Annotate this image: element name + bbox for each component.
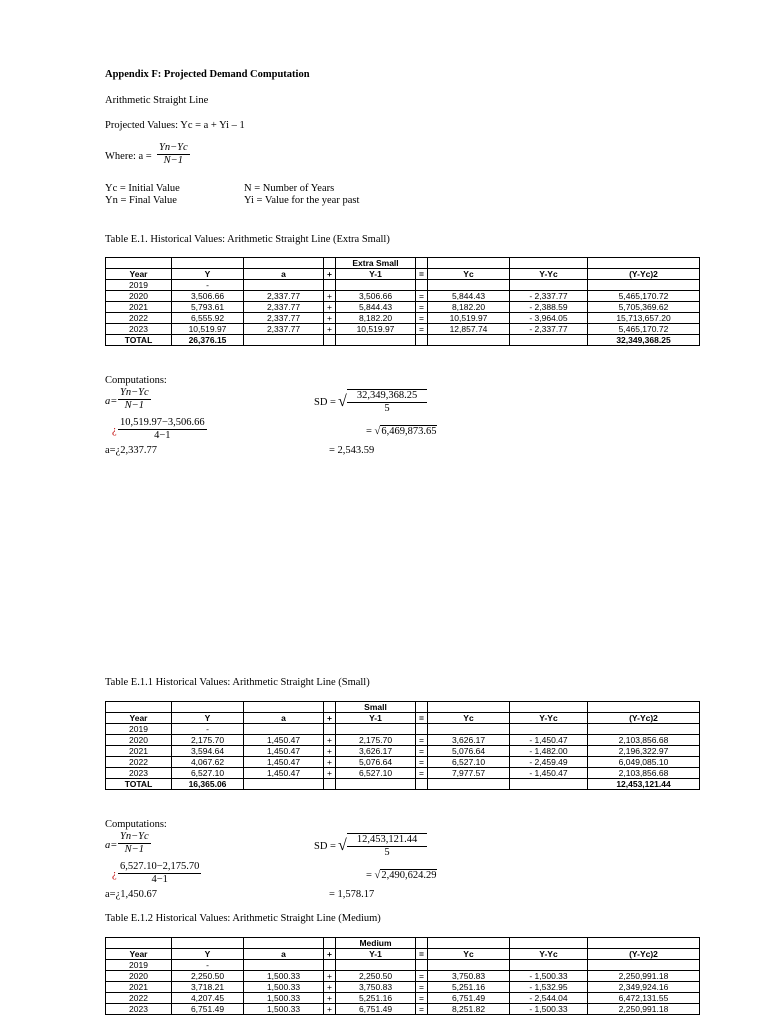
a-lhs: a=	[105, 840, 118, 851]
sd-label: SD =	[314, 841, 336, 852]
table-header-row: Year Y a + Y-1 = Yc Y-Yc (Y-Yc)2	[106, 949, 700, 960]
table-caption-small: Table E.1.1 Historical Values: Arithmetic Straight Line (Small)	[105, 677, 370, 688]
where-label: Where: a =	[105, 151, 152, 162]
table-row: 2022 4,067.62 1,450.47 + 5,076.64 = 6,527.10 - 2,459.49 6,049,085.10	[106, 757, 700, 768]
substitution-fraction: $\frac{10,519.97-3,506.66}{4-1}$	[120, 417, 205, 441]
a-lhs: a=	[105, 396, 118, 407]
table-row: 2021 5,793.61 2,337.77 + 5,844.43 = 8,182.20 - 2,388.59 5,705,369.62	[106, 302, 700, 313]
table-row: 2023 10,519.97 2,337.77 + 10,519.97 = 12,857.74 - 2,337.77 5,465,170.72	[106, 324, 700, 335]
method-subheading: Arithmetic Straight Line	[105, 95, 209, 106]
substitution-fraction: $\frac{6,527.10-2,175.70}{4-1}$	[120, 861, 200, 885]
page-heading: Appendix F: Projected Demand Computation	[105, 69, 310, 80]
table-row: 2020 2,250.50 1,500.33 + 2,250.50 = 3,750.83 - 1,500.33 2,250,991.18	[106, 971, 700, 982]
table-row: 2020 3,506.66 2,337.77 + 3,506.66 = 5,844.43 - 2,337.77 5,465,170.72	[106, 291, 700, 302]
def-yi: Yi = Value for the year past	[244, 195, 360, 206]
substitution-mark: ¿	[112, 425, 117, 436]
sqrt-icon: √	[338, 837, 347, 854]
sd-label: SD =	[314, 397, 336, 408]
table-row: 2020 2,175.70 1,450.47 + 2,175.70 = 3,626.17 - 1,450.47 2,103,856.68	[106, 735, 700, 746]
sd-sqrt-line: = √2,490,624.29	[366, 870, 437, 881]
sd-radical: √ 32,349,368.25 5	[338, 389, 428, 415]
sd-radical: √ 12,453,121.44 5	[338, 833, 428, 859]
where-numerator: Yn−Yc	[159, 142, 188, 153]
table-caption-medium: Table E.1.2 Historical Values: Arithmetic Straight Line (Medium)	[105, 913, 381, 924]
sqrt-icon: √	[374, 426, 381, 437]
a-result: a=¿2,337.77	[105, 445, 157, 456]
def-n: N = Number of Years	[244, 183, 335, 194]
table-row: 2022 6,555.92 2,337.77 + 8,182.20 = 10,519.97 - 3,964.05 15,713,657.20	[106, 313, 700, 324]
sd-result: = 1,578.17	[329, 889, 375, 900]
table-extra-small	[105, 257, 700, 346]
sqrt-icon: √	[338, 393, 347, 410]
where-fraction	[157, 142, 190, 167]
table-row: 2021 3,594.64 1,450.47 + 3,626.17 = 5,076.64 - 1,482.00 2,196,322.97	[106, 746, 700, 757]
table-medium	[105, 937, 700, 1015]
projected-values-formula: Projected Values: Yc = a + Yi – 1	[105, 120, 245, 131]
table-size-header: Medium	[336, 938, 416, 949]
table-size-header: Small	[336, 702, 416, 713]
sd-result: = 2,543.59	[329, 445, 375, 456]
def-yn: Yn = Final Value	[105, 195, 177, 206]
a-result: a=¿1,450.67	[105, 889, 157, 900]
a-formula-fraction: $\frac{Yn-Yc}{N-1}$	[120, 831, 149, 855]
table-row: 2019 -	[106, 724, 700, 735]
table-row: 2019 -	[106, 960, 700, 971]
sd-sqrt-line: = √6,469,873.65	[366, 426, 437, 437]
table-header-row: Year Y a + Y-1 = Yc Y-Yc (Y-Yc)2	[106, 269, 700, 280]
computations-label: Computations:	[105, 375, 167, 386]
table-total-row: TOTAL 16,365.06 12,453,121.44	[106, 779, 700, 790]
sqrt-icon: √	[374, 870, 381, 881]
table-row: 2022 4,207.45 1,500.33 + 5,251.16 = 6,751.49 - 2,544.04 6,472,131.55	[106, 993, 700, 1004]
a-formula-fraction: $\frac{Yn-Yc}{N-1}$	[120, 387, 149, 411]
table-caption-extra-small: Table E.1. Historical Values: Arithmetic Straight Line (Extra Small)	[105, 234, 390, 245]
table-row: 2019 -	[106, 280, 700, 291]
computations-label: Computations:	[105, 819, 167, 830]
substitution-mark: ¿	[112, 869, 117, 880]
where-denominator: N−1	[163, 155, 184, 166]
table-small	[105, 701, 700, 790]
table-row: 2021 3,718.21 1,500.33 + 3,750.83 = 5,251.16 - 1,532.95 2,349,924.16	[106, 982, 700, 993]
table-row: 2023 6,527.10 1,450.47 + 6,527.10 = 7,977.57 - 1,450.47 2,103,856.68	[106, 768, 700, 779]
table-size-header: Extra Small	[336, 258, 416, 269]
table-header-row: Year Y a + Y-1 = Yc Y-Yc (Y-Yc)2	[106, 713, 700, 724]
def-yc: Yc = Initial Value	[105, 183, 180, 194]
table-row: 2023 6,751.49 1,500.33 + 6,751.49 = 8,251.82 - 1,500.33 2,250,991.18	[106, 1004, 700, 1015]
table-total-row: TOTAL 26,376.15 32,349,368.25	[106, 335, 700, 346]
